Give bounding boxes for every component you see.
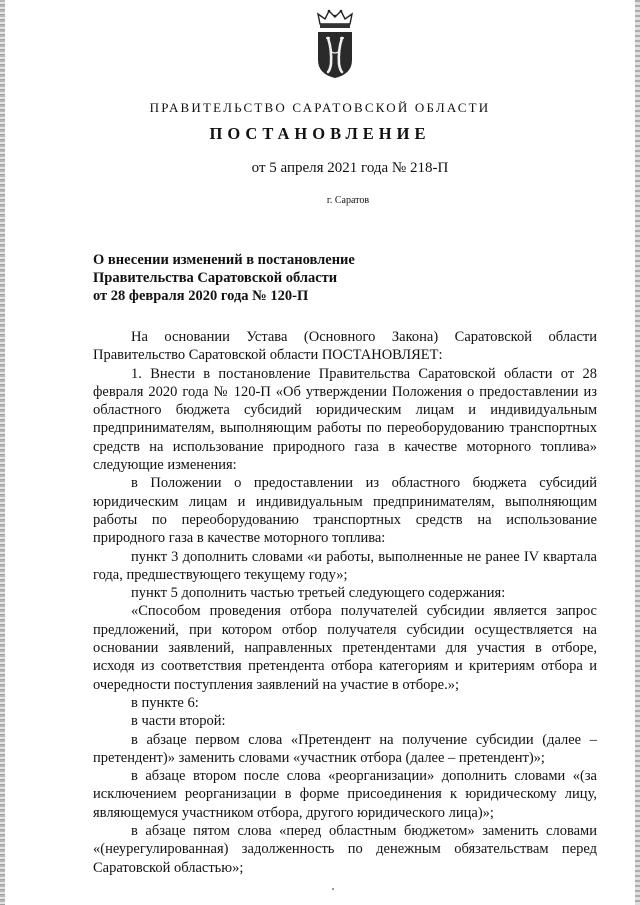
body-paragraph: в части второй:	[131, 713, 226, 730]
subject-line: О внесении изменений в постановление	[93, 252, 355, 268]
body-paragraph: в Положении о предоставлении из областного бюджета субсидий юридическим лицам и индивидуальным предпринимателям, выполняющим работы по переоборудованию транспортных средств на использование природного газа в качестве моторного топлива:	[93, 475, 597, 547]
subject-line: Правительства Саратовской области	[93, 270, 338, 286]
document-subject	[93, 251, 355, 305]
saratov-coat-of-arms-icon	[312, 8, 358, 80]
body-paragraph: 1. Внести в постановление Правительства Саратовской области от 28 февраля 2020 года № 120-П «Об утверждении Положения о предоставлении из областного бюджета субсидий юридическим лицам и индивидуальным предпринимателям, выполняющим работы по переоборудованию транспортных средств на использование природного газа в качестве моторного топлива» следующие изменения:	[93, 365, 597, 474]
body-paragraph: «Способом проведения отбора получателей субсидии является запрос предложений, при котором отбор получателя субсидии осуществляется на основании заявлений, направленных претендентами для участия в отборе, исходя из соответствия претендента отбора категориям и критериям отбора и очередности поступления заявлений на участие в отборе.»;	[93, 603, 597, 693]
body-paragraph: На основании Устава (Основного Закона) Саратовской области Правительство Саратовской области ПОСТАНОВЛЯЕТ:	[93, 329, 597, 364]
document-type: ПОСТАНОВЛЕНИЕ	[209, 124, 431, 143]
decree-date-number: от 5 апреля 2021 года № 218-П	[251, 160, 449, 176]
body-paragraph: в абзаце первом слова «Претендент на получение субсидии (далее – претендент)» заменить словами «участник отбора (далее – претендент)»;	[93, 731, 597, 766]
body-paragraph: в абзаце пятом слова «перед областным бюджетом» заменить словами «(неурегулированная) задолженность по денежным обязательствам перед Саратовской областью»;	[93, 823, 597, 876]
body-paragraph: в пункте 6:	[131, 694, 199, 711]
body-paragraph: пункт 3 дополнить словами «и работы, выполненные не ранее IV квартала года, предшествующего текущему году»;	[93, 548, 597, 583]
document-body	[93, 328, 597, 877]
subject-line: от 28 февраля 2020 года № 120-П	[93, 288, 309, 304]
body-paragraph: в абзаце втором после слова «реорганизации» дополнить словами «(за исключением реорганизации в форме присоединения к юридическому лицу, являющемуся участником отбора, другого юридического лица)»;	[93, 768, 597, 821]
issue-city: г. Саратов	[326, 195, 370, 206]
body-paragraph: пункт 5 дополнить частью третьей следующего содержания:	[131, 585, 506, 602]
government-title: ПРАВИТЕЛЬСТВО САРАТОВСКОЙ ОБЛАСТИ	[149, 100, 491, 115]
scan-artifact	[332, 888, 334, 890]
